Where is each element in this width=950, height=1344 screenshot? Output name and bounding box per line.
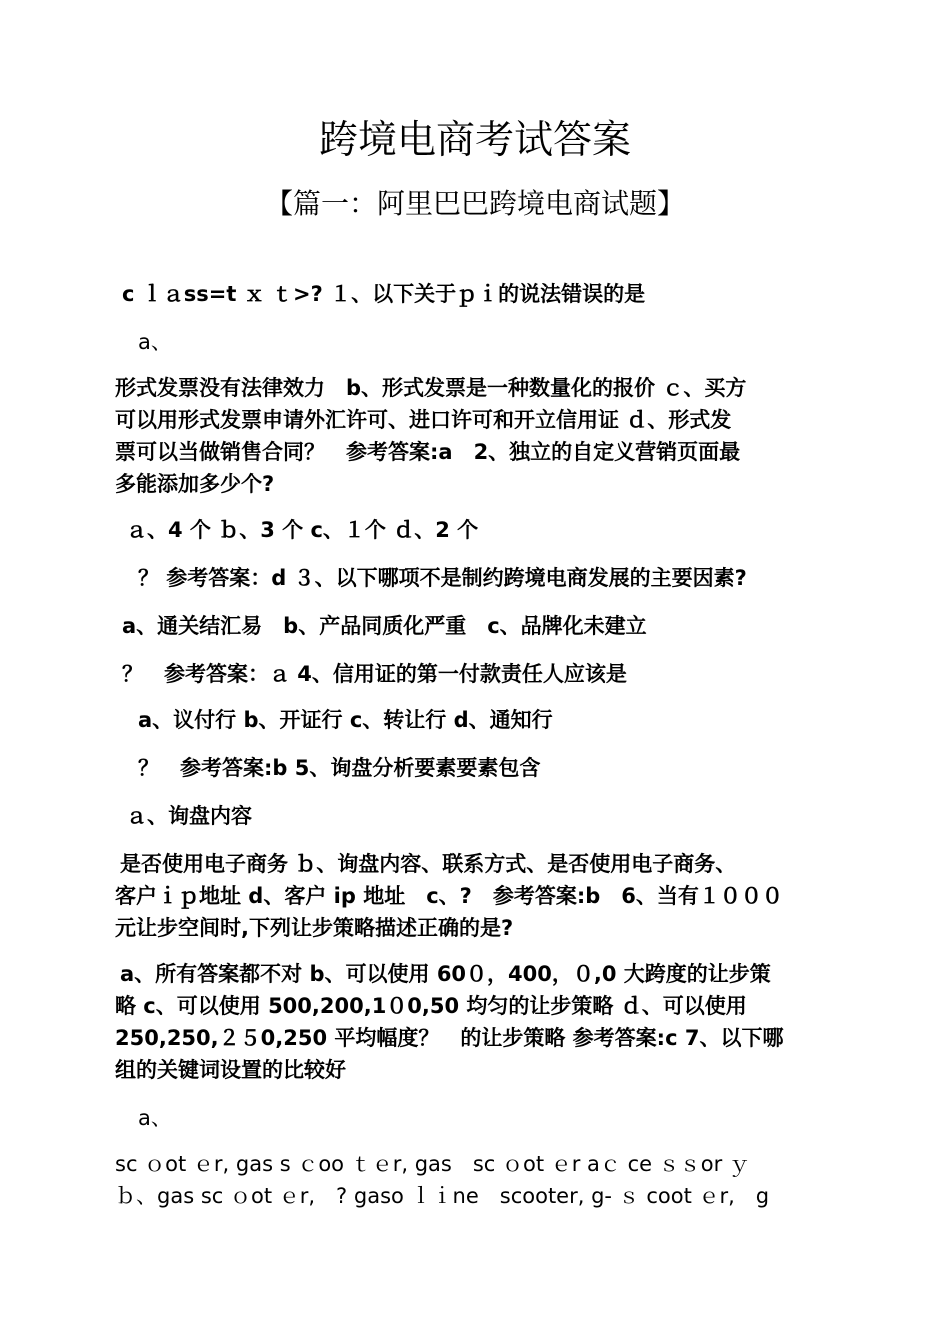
text-line: 票可以当做销售合同？ 参考答案:a 2、独立的自定义营销页面最: [115, 440, 741, 464]
text-line: ？ 参考答案：ａ 4、信用证的第一付款责任人应该是: [122, 662, 627, 686]
text-line: 250,250,２５0,250 平均幅度？ 的让步策略 参考答案:c 7、以下哪: [115, 1026, 784, 1050]
text-line: 元让步空间时,下列让步策略描述正确的是?: [115, 916, 514, 940]
document-subtitle: 【篇一：阿里巴巴跨境电商试题】: [264, 187, 685, 220]
text-line: 组的关键词设置的比较好: [115, 1058, 346, 1082]
text-line: a、: [138, 330, 172, 354]
text-line: a、通关结汇易 b、产品同质化严重 c、品牌化未建立: [122, 614, 647, 638]
text-line: ？ 参考答案:b 5、询盘分析要素要素包含: [138, 756, 541, 780]
text-line: sc ｏot ｅr, gas s ｃoo ｔｅr, gas sc ｏot ｅr aｃ ce ｓｓor ｙ: [115, 1152, 750, 1176]
text-line: c ｌａss=t ｘ ｔ>? １、以下关于ｐｉ的说法错误的是: [122, 282, 646, 306]
text-line: 客户ｉｐ地址 d、客户 ip 地址 c、? 参考答案:b 6、当有１０００: [115, 884, 783, 908]
text-line: a、: [138, 1106, 172, 1130]
text-line: a、所有答案都不对 b、可以使用 60０，400，０,0 大跨度的让步策: [120, 962, 771, 986]
text-line: ｂ、gas sc ｏot ｅr, ? gaso ｌｉne scooter, g- ｓ coot ｅr, g: [115, 1184, 770, 1208]
text-line: ？ 参考答案：d ３、以下哪项不是制约跨境电商发展的主要因素?: [138, 566, 747, 590]
text-line: 形式发票没有法律效力 b、形式发票是一种数量化的报价 ｃ、买方: [115, 376, 747, 400]
text-line: ａ、4 个 ｂ、3 个 c、１个 ｄ、2 个: [126, 518, 479, 542]
text-line: 是否使用电子商务 ｂ、询盘内容、联系方式、是否使用电子商务、: [120, 852, 737, 876]
text-line: ａ、询盘内容: [126, 804, 252, 828]
text-line: 多能添加多少个?: [115, 472, 275, 496]
text-line: a、议付行 b、开证行 c、转让行 d、通知行: [138, 708, 553, 732]
document-title: 跨境电商考试答案: [318, 118, 631, 163]
text-line: 可以用形式发票申请外汇许可、进口许可和开立信用证 ｄ、形式发: [115, 408, 732, 432]
text-line: 略 c、可以使用 500,200,1０0,50 均匀的让步策略 ｄ、可以使用: [115, 994, 747, 1018]
